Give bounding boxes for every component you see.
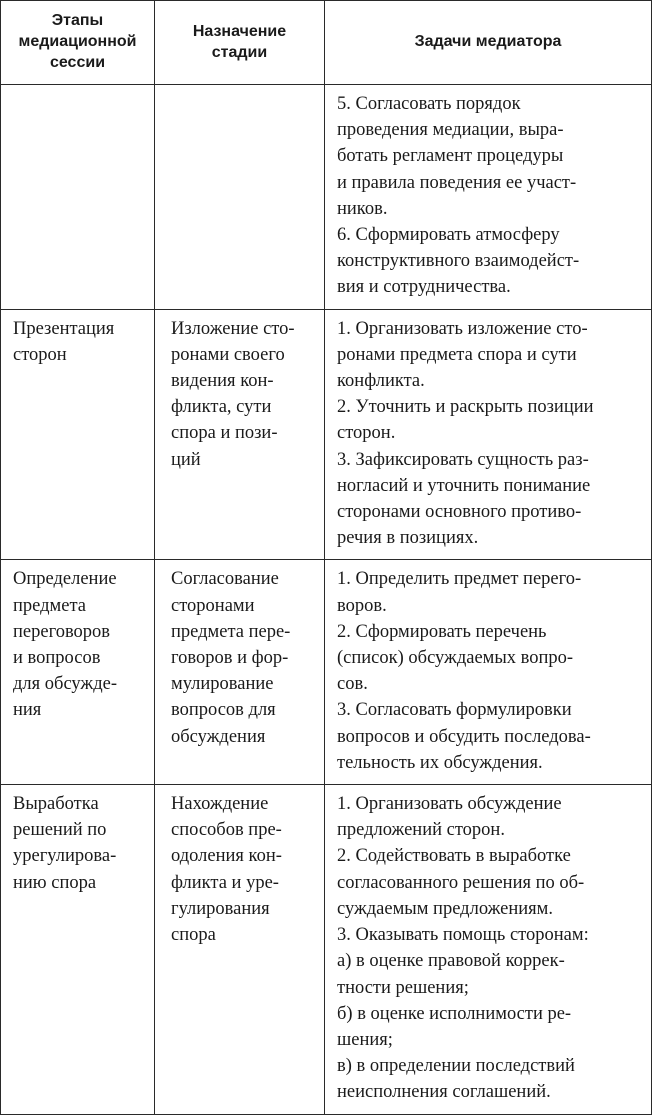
text-line: б) в оценке исполнимости ре- [337,1003,572,1024]
text-line: одоления кон- [171,846,282,867]
cell-purpose [155,560,325,785]
text-line: 3. Оказывать помощь сторонам: [337,925,589,946]
text-line: сторон. [337,423,396,444]
text-line: 2. Уточнить и раскрыть позиции [337,397,594,418]
text-line: фликта, сути [171,397,272,418]
header-line: стадии [211,43,268,61]
text-line: шения; [337,1029,393,1050]
cell-stage [1,560,155,785]
cell-tasks [325,560,652,785]
header-line: сессии [49,54,106,71]
text-line: неисполнения соглашений. [337,1082,551,1103]
text-line: речия в позициях. [337,528,479,549]
text-line: 2. Сформировать перечень [337,621,547,642]
cell-purpose [155,85,325,310]
text-line: 6. Сформировать атмосферу [337,225,560,246]
text-line: говоров и фор- [171,648,289,669]
text-line: ботать регламент процедуры [337,146,564,167]
header-line: Задачи медиатора [414,33,562,50]
text-line: Определение [13,569,117,590]
text-line: 5. Согласовать порядок [337,94,521,114]
text-line: вопросов и обсудить последова- [337,726,591,747]
table-row [1,785,652,1114]
cell-purpose [155,309,325,560]
cell-tasks [325,785,652,1114]
text-line: Изложение сто- [171,318,295,339]
text-line: нию спора [13,872,97,893]
text-line: способов пре- [171,820,282,841]
header-tasks [325,1,652,85]
text-line: 1. Организовать изложение сто- [337,318,588,339]
text-line: предложений сторон. [337,820,505,841]
cell-tasks [325,309,652,560]
text-line: согласованного решения по об- [337,872,585,893]
text-line: 3. Зафиксировать сущность раз- [337,449,589,470]
text-line: (список) обсуждаемых вопро- [337,648,574,669]
text-line: 1. Организовать обсуждение [337,794,562,815]
text-line: предмета пере- [171,621,291,642]
table-row [1,309,652,560]
cell-stage [1,309,155,560]
header-purpose [155,1,325,85]
text-line: 1. Определить предмет перего- [337,569,582,590]
cell-stage [1,85,155,310]
text-line: Согласование [171,569,279,590]
text-line: гулирования [171,898,270,919]
table-header-row [1,1,652,85]
text-line: воров. [337,595,387,616]
text-line: предмета [13,595,86,616]
text-line: суждаемым предложениям. [337,898,554,919]
header-line: Этапы [51,12,104,29]
table-row [1,85,652,310]
text-line: ния [13,700,42,721]
header-line: Назначение [192,22,287,40]
text-line: конфликта. [337,371,425,392]
text-line: мулирование [171,674,274,695]
text-line: 3. Согласовать формулировки [337,700,572,721]
text-line: конструктивного взаимодейст- [337,251,580,272]
text-line: 2. Содействовать в выработке [337,846,571,867]
cell-tasks [325,85,652,310]
text-line: тности решения; [337,977,469,998]
text-line: ников. [337,198,388,219]
text-line: фликта и уре- [171,872,279,893]
text-line: спора [171,925,216,946]
text-line: Выработка [13,794,99,815]
text-line: вия и сотрудничества. [337,277,511,298]
text-line: Нахождение [171,794,269,815]
text-line: в) в определении последствий [337,1056,575,1077]
text-line: решений по [13,820,107,841]
cell-purpose [155,785,325,1114]
text-line: ронами своего [171,344,285,365]
table-row [1,560,652,785]
text-line: Презентация [13,318,115,339]
text-line: переговоров [13,621,111,642]
text-line: урегулирова- [13,846,117,867]
text-line: проведения медиации, выра- [337,120,564,141]
text-line: ций [171,449,201,470]
text-line: видения кон- [171,371,274,392]
text-line: и вопросов [13,648,101,669]
text-line: сторон [13,344,67,365]
cell-stage [1,785,155,1114]
text-line: обсуждения [171,726,266,747]
text-line: сов. [337,674,368,695]
text-line: ногласий и уточнить понимание [337,475,591,496]
header-line: медиационной [18,33,137,50]
text-line: для обсужде- [13,674,117,695]
text-line: вопросов для [171,700,276,721]
text-line: ронами предмета спора и сути [337,344,577,365]
header-stage [1,1,155,85]
text-line: тельность их обсуждения. [337,752,543,773]
text-line: сторонами основного противо- [337,502,582,523]
text-line: сторонами [171,595,255,616]
text-line: и правила поведения ее участ- [337,172,577,193]
text-line: а) в оценке правовой коррек- [337,951,565,972]
text-line: спора и пози- [171,423,278,444]
